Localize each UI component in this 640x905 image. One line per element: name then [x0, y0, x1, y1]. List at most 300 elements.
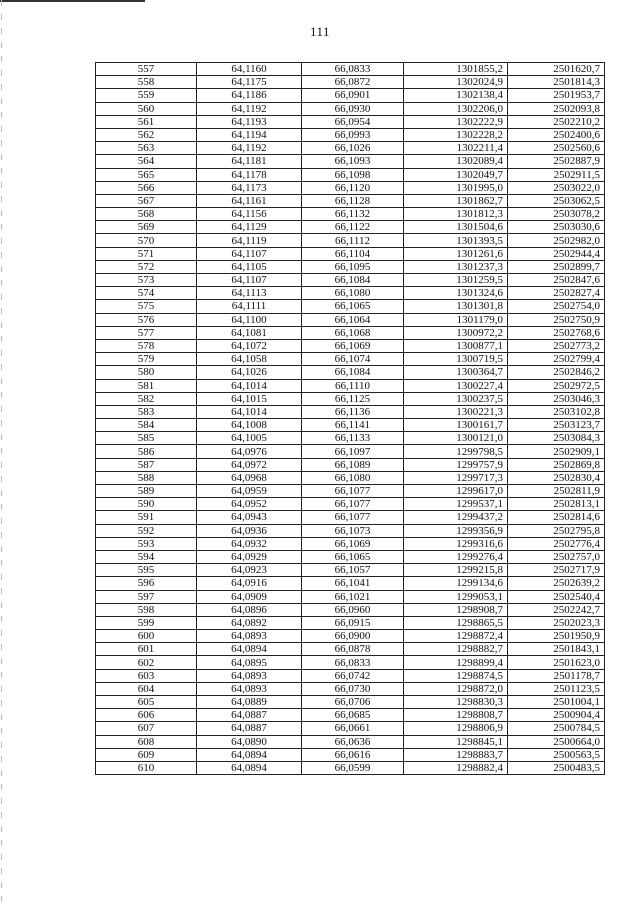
latitude-cell: 64,1111	[197, 300, 302, 313]
coordinates-table-body	[96, 63, 605, 775]
table-row	[96, 221, 605, 234]
y-coordinate-cell: 2502944,4	[508, 247, 605, 260]
longitude-cell: 66,1104	[302, 247, 404, 260]
latitude-cell: 64,1026	[197, 366, 302, 379]
y-coordinate-cell: 2502909,1	[508, 445, 605, 458]
x-coordinate-cell: 1300972,2	[404, 326, 508, 339]
x-coordinate-cell: 1299757,9	[404, 458, 508, 471]
point-number-cell: 558	[96, 76, 197, 89]
table-row	[96, 128, 605, 141]
x-coordinate-cell: 1301812,3	[404, 208, 508, 221]
longitude-cell: 66,0833	[302, 656, 404, 669]
y-coordinate-cell: 2503102,8	[508, 405, 605, 418]
table-row	[96, 260, 605, 273]
point-number-cell: 571	[96, 247, 197, 260]
latitude-cell: 64,0895	[197, 656, 302, 669]
table-row	[96, 445, 605, 458]
table-row	[96, 564, 605, 577]
table-row	[96, 432, 605, 445]
table-row	[96, 603, 605, 616]
y-coordinate-cell: 2502400,6	[508, 128, 605, 141]
x-coordinate-cell: 1300161,7	[404, 419, 508, 432]
x-coordinate-cell: 1298883,7	[404, 748, 508, 761]
point-number-cell: 602	[96, 656, 197, 669]
table-row	[96, 405, 605, 418]
y-coordinate-cell: 2500664,0	[508, 735, 605, 748]
point-number-cell: 584	[96, 419, 197, 432]
point-number-cell: 567	[96, 194, 197, 207]
latitude-cell: 64,1107	[197, 274, 302, 287]
table-row	[96, 458, 605, 471]
latitude-cell: 64,1192	[197, 142, 302, 155]
point-number-cell: 569	[96, 221, 197, 234]
y-coordinate-cell: 2502814,6	[508, 511, 605, 524]
latitude-cell: 64,1178	[197, 168, 302, 181]
longitude-cell: 66,1133	[302, 432, 404, 445]
table-row	[96, 735, 605, 748]
table-row	[96, 366, 605, 379]
x-coordinate-cell: 1298874,5	[404, 669, 508, 682]
point-number-cell: 608	[96, 735, 197, 748]
x-coordinate-cell: 1298808,7	[404, 709, 508, 722]
latitude-cell: 64,0890	[197, 735, 302, 748]
y-coordinate-cell: 2501623,0	[508, 656, 605, 669]
latitude-cell: 64,0976	[197, 445, 302, 458]
longitude-cell: 66,1069	[302, 537, 404, 550]
table-row	[96, 656, 605, 669]
x-coordinate-cell: 1299316,6	[404, 537, 508, 550]
x-coordinate-cell: 1302222,9	[404, 115, 508, 128]
table-row	[96, 142, 605, 155]
x-coordinate-cell: 1298865,5	[404, 616, 508, 629]
y-coordinate-cell: 2501123,5	[508, 682, 605, 695]
latitude-cell: 64,0892	[197, 616, 302, 629]
x-coordinate-cell: 1301259,5	[404, 274, 508, 287]
y-coordinate-cell: 2502827,4	[508, 287, 605, 300]
y-coordinate-cell: 2502830,4	[508, 471, 605, 484]
point-number-cell: 559	[96, 89, 197, 102]
y-coordinate-cell: 2502560,6	[508, 142, 605, 155]
x-coordinate-cell: 1301237,3	[404, 260, 508, 273]
table-row	[96, 616, 605, 629]
y-coordinate-cell: 2503046,3	[508, 392, 605, 405]
point-number-cell: 604	[96, 682, 197, 695]
y-coordinate-cell: 2501620,7	[508, 63, 605, 76]
table-row	[96, 748, 605, 761]
longitude-cell: 66,1125	[302, 392, 404, 405]
latitude-cell: 64,1193	[197, 115, 302, 128]
x-coordinate-cell: 1301862,7	[404, 194, 508, 207]
longitude-cell: 66,1095	[302, 260, 404, 273]
latitude-cell: 64,1129	[197, 221, 302, 234]
latitude-cell: 64,1192	[197, 102, 302, 115]
longitude-cell: 66,0730	[302, 682, 404, 695]
coordinates-table	[95, 62, 605, 775]
page-number: 111	[309, 24, 331, 39]
longitude-cell: 66,1080	[302, 287, 404, 300]
table-row	[96, 537, 605, 550]
longitude-cell: 66,1128	[302, 194, 404, 207]
longitude-cell: 66,1077	[302, 485, 404, 498]
point-number-cell: 579	[96, 353, 197, 366]
y-coordinate-cell: 2501950,9	[508, 630, 605, 643]
table-row	[96, 63, 605, 76]
point-number-cell: 580	[96, 366, 197, 379]
longitude-cell: 66,1073	[302, 524, 404, 537]
table-row	[96, 339, 605, 352]
latitude-cell: 64,1181	[197, 155, 302, 168]
point-number-cell: 599	[96, 616, 197, 629]
table-row	[96, 313, 605, 326]
point-number-cell: 566	[96, 181, 197, 194]
point-number-cell: 588	[96, 471, 197, 484]
point-number-cell: 577	[96, 326, 197, 339]
x-coordinate-cell: 1298806,9	[404, 722, 508, 735]
x-coordinate-cell: 1299537,1	[404, 498, 508, 511]
point-number-cell: 587	[96, 458, 197, 471]
x-coordinate-cell: 1301301,8	[404, 300, 508, 313]
longitude-cell: 66,1068	[302, 326, 404, 339]
x-coordinate-cell: 1302024,9	[404, 76, 508, 89]
x-coordinate-cell: 1298908,7	[404, 603, 508, 616]
table-row	[96, 234, 605, 247]
latitude-cell: 64,1072	[197, 339, 302, 352]
point-number-cell: 594	[96, 550, 197, 563]
y-coordinate-cell: 2502717,9	[508, 564, 605, 577]
table-row	[96, 89, 605, 102]
latitude-cell: 64,1161	[197, 194, 302, 207]
point-number-cell: 603	[96, 669, 197, 682]
table-row	[96, 577, 605, 590]
longitude-cell: 66,1065	[302, 550, 404, 563]
latitude-cell: 64,1105	[197, 260, 302, 273]
table-row	[96, 524, 605, 537]
longitude-cell: 66,0599	[302, 761, 404, 774]
x-coordinate-cell: 1300221,3	[404, 405, 508, 418]
table-row	[96, 419, 605, 432]
y-coordinate-cell: 2501953,7	[508, 89, 605, 102]
x-coordinate-cell: 1299356,9	[404, 524, 508, 537]
y-coordinate-cell: 2502768,6	[508, 326, 605, 339]
longitude-cell: 66,1057	[302, 564, 404, 577]
x-coordinate-cell: 1302089,4	[404, 155, 508, 168]
table-row	[96, 300, 605, 313]
longitude-cell: 66,1112	[302, 234, 404, 247]
header-rule	[0, 0, 145, 2]
y-coordinate-cell: 2502811,9	[508, 485, 605, 498]
table-row	[96, 102, 605, 115]
y-coordinate-cell: 2503022,0	[508, 181, 605, 194]
table-row	[96, 696, 605, 709]
longitude-cell: 66,1098	[302, 168, 404, 181]
longitude-cell: 66,1110	[302, 379, 404, 392]
y-coordinate-cell: 2502813,1	[508, 498, 605, 511]
x-coordinate-cell: 1299798,5	[404, 445, 508, 458]
latitude-cell: 64,1119	[197, 234, 302, 247]
y-coordinate-cell: 2502846,2	[508, 366, 605, 379]
longitude-cell: 66,1084	[302, 274, 404, 287]
longitude-cell: 66,0616	[302, 748, 404, 761]
point-number-cell: 600	[96, 630, 197, 643]
table-row	[96, 761, 605, 774]
longitude-cell: 66,0685	[302, 709, 404, 722]
x-coordinate-cell: 1299053,1	[404, 590, 508, 603]
longitude-cell: 66,1089	[302, 458, 404, 471]
point-number-cell: 576	[96, 313, 197, 326]
latitude-cell: 64,0894	[197, 748, 302, 761]
point-number-cell: 585	[96, 432, 197, 445]
longitude-cell: 66,0900	[302, 630, 404, 643]
point-number-cell: 573	[96, 274, 197, 287]
x-coordinate-cell: 1299437,2	[404, 511, 508, 524]
latitude-cell: 64,0968	[197, 471, 302, 484]
point-number-cell: 591	[96, 511, 197, 524]
latitude-cell: 64,1186	[197, 89, 302, 102]
latitude-cell: 64,1015	[197, 392, 302, 405]
longitude-cell: 66,1077	[302, 498, 404, 511]
y-coordinate-cell: 2501843,1	[508, 643, 605, 656]
latitude-cell: 64,1014	[197, 379, 302, 392]
longitude-cell: 66,1077	[302, 511, 404, 524]
longitude-cell: 66,1065	[302, 300, 404, 313]
table-row	[96, 181, 605, 194]
x-coordinate-cell: 1301995,0	[404, 181, 508, 194]
x-coordinate-cell: 1299134,6	[404, 577, 508, 590]
y-coordinate-cell: 2502093,8	[508, 102, 605, 115]
longitude-cell: 66,0901	[302, 89, 404, 102]
scan-edge	[1, 0, 2, 905]
point-number-cell: 564	[96, 155, 197, 168]
y-coordinate-cell: 2503062,5	[508, 194, 605, 207]
table-row	[96, 511, 605, 524]
latitude-cell: 64,0896	[197, 603, 302, 616]
latitude-cell: 64,0936	[197, 524, 302, 537]
x-coordinate-cell: 1301855,2	[404, 63, 508, 76]
point-number-cell: 557	[96, 63, 197, 76]
table-row	[96, 208, 605, 221]
x-coordinate-cell: 1298882,4	[404, 761, 508, 774]
latitude-cell: 64,0894	[197, 643, 302, 656]
x-coordinate-cell: 1301179,0	[404, 313, 508, 326]
point-number-cell: 589	[96, 485, 197, 498]
x-coordinate-cell: 1299276,4	[404, 550, 508, 563]
latitude-cell: 64,1005	[197, 432, 302, 445]
point-number-cell: 562	[96, 128, 197, 141]
y-coordinate-cell: 2502210,2	[508, 115, 605, 128]
point-number-cell: 598	[96, 603, 197, 616]
y-coordinate-cell: 2503123,7	[508, 419, 605, 432]
y-coordinate-cell: 2502639,2	[508, 577, 605, 590]
longitude-cell: 66,0636	[302, 735, 404, 748]
latitude-cell: 64,0893	[197, 630, 302, 643]
x-coordinate-cell: 1298882,7	[404, 643, 508, 656]
x-coordinate-cell: 1299617,0	[404, 485, 508, 498]
point-number-cell: 590	[96, 498, 197, 511]
y-coordinate-cell: 2502757,0	[508, 550, 605, 563]
point-number-cell: 581	[96, 379, 197, 392]
y-coordinate-cell: 2502540,4	[508, 590, 605, 603]
y-coordinate-cell: 2503078,2	[508, 208, 605, 221]
point-number-cell: 565	[96, 168, 197, 181]
longitude-cell: 66,0915	[302, 616, 404, 629]
longitude-cell: 66,0872	[302, 76, 404, 89]
table-row	[96, 194, 605, 207]
latitude-cell: 64,1113	[197, 287, 302, 300]
longitude-cell: 66,1069	[302, 339, 404, 352]
y-coordinate-cell: 2500784,5	[508, 722, 605, 735]
x-coordinate-cell: 1301393,5	[404, 234, 508, 247]
longitude-cell: 66,0960	[302, 603, 404, 616]
latitude-cell: 64,0887	[197, 722, 302, 735]
table-row	[96, 630, 605, 643]
latitude-cell: 64,1194	[197, 128, 302, 141]
point-number-cell: 596	[96, 577, 197, 590]
point-number-cell: 570	[96, 234, 197, 247]
latitude-cell: 64,0894	[197, 761, 302, 774]
y-coordinate-cell: 2502773,2	[508, 339, 605, 352]
point-number-cell: 578	[96, 339, 197, 352]
x-coordinate-cell: 1301261,6	[404, 247, 508, 260]
latitude-cell: 64,1008	[197, 419, 302, 432]
latitude-cell: 64,0923	[197, 564, 302, 577]
x-coordinate-cell: 1302211,4	[404, 142, 508, 155]
y-coordinate-cell: 2503084,3	[508, 432, 605, 445]
longitude-cell: 66,0930	[302, 102, 404, 115]
y-coordinate-cell: 2502972,5	[508, 379, 605, 392]
y-coordinate-cell: 2502899,7	[508, 260, 605, 273]
table-row	[96, 669, 605, 682]
point-number-cell: 568	[96, 208, 197, 221]
latitude-cell: 64,0893	[197, 669, 302, 682]
y-coordinate-cell: 2502776,4	[508, 537, 605, 550]
table-row	[96, 379, 605, 392]
table-row	[96, 722, 605, 735]
y-coordinate-cell: 2500563,5	[508, 748, 605, 761]
point-number-cell: 606	[96, 709, 197, 722]
table-row	[96, 326, 605, 339]
longitude-cell: 66,1084	[302, 366, 404, 379]
y-coordinate-cell: 2502242,7	[508, 603, 605, 616]
longitude-cell: 66,1120	[302, 181, 404, 194]
x-coordinate-cell: 1298830,3	[404, 696, 508, 709]
longitude-cell: 66,0993	[302, 128, 404, 141]
point-number-cell: 560	[96, 102, 197, 115]
table-row	[96, 709, 605, 722]
point-number-cell: 609	[96, 748, 197, 761]
latitude-cell: 64,1160	[197, 63, 302, 76]
point-number-cell: 583	[96, 405, 197, 418]
table-row	[96, 76, 605, 89]
longitude-cell: 66,0833	[302, 63, 404, 76]
table-row	[96, 471, 605, 484]
x-coordinate-cell: 1302138,4	[404, 89, 508, 102]
latitude-cell: 64,0959	[197, 485, 302, 498]
table-row	[96, 643, 605, 656]
longitude-cell: 66,0742	[302, 669, 404, 682]
x-coordinate-cell: 1298899,4	[404, 656, 508, 669]
longitude-cell: 66,1136	[302, 405, 404, 418]
latitude-cell: 64,0887	[197, 709, 302, 722]
x-coordinate-cell: 1298872,4	[404, 630, 508, 643]
longitude-cell: 66,0706	[302, 696, 404, 709]
y-coordinate-cell: 2501178,7	[508, 669, 605, 682]
longitude-cell: 66,1141	[302, 419, 404, 432]
longitude-cell: 66,1074	[302, 353, 404, 366]
latitude-cell: 64,0943	[197, 511, 302, 524]
y-coordinate-cell: 2502982,0	[508, 234, 605, 247]
point-number-cell: 582	[96, 392, 197, 405]
y-coordinate-cell: 2500904,4	[508, 709, 605, 722]
point-number-cell: 563	[96, 142, 197, 155]
x-coordinate-cell: 1302049,7	[404, 168, 508, 181]
y-coordinate-cell: 2502847,6	[508, 274, 605, 287]
y-coordinate-cell: 2502754,0	[508, 300, 605, 313]
y-coordinate-cell: 2501814,3	[508, 76, 605, 89]
y-coordinate-cell: 2502750,9	[508, 313, 605, 326]
table-row	[96, 590, 605, 603]
table-row	[96, 247, 605, 260]
table-row	[96, 485, 605, 498]
longitude-cell: 66,1041	[302, 577, 404, 590]
point-number-cell: 597	[96, 590, 197, 603]
latitude-cell: 64,0916	[197, 577, 302, 590]
latitude-cell: 64,1173	[197, 181, 302, 194]
table-row	[96, 498, 605, 511]
latitude-cell: 64,0972	[197, 458, 302, 471]
y-coordinate-cell: 2502795,8	[508, 524, 605, 537]
x-coordinate-cell: 1300877,1	[404, 339, 508, 352]
point-number-cell: 572	[96, 260, 197, 273]
longitude-cell: 66,1064	[302, 313, 404, 326]
x-coordinate-cell: 1302228,2	[404, 128, 508, 141]
y-coordinate-cell: 2501004,1	[508, 696, 605, 709]
longitude-cell: 66,1097	[302, 445, 404, 458]
y-coordinate-cell: 2502023,3	[508, 616, 605, 629]
point-number-cell: 607	[96, 722, 197, 735]
point-number-cell: 574	[96, 287, 197, 300]
x-coordinate-cell: 1298845,1	[404, 735, 508, 748]
latitude-cell: 64,0889	[197, 696, 302, 709]
x-coordinate-cell: 1300227,4	[404, 379, 508, 392]
table-row	[96, 168, 605, 181]
longitude-cell: 66,1026	[302, 142, 404, 155]
latitude-cell: 64,1107	[197, 247, 302, 260]
latitude-cell: 64,1058	[197, 353, 302, 366]
y-coordinate-cell: 2502869,8	[508, 458, 605, 471]
latitude-cell: 64,0909	[197, 590, 302, 603]
y-coordinate-cell: 2503030,6	[508, 221, 605, 234]
table-row	[96, 274, 605, 287]
point-number-cell: 595	[96, 564, 197, 577]
longitude-cell: 66,1021	[302, 590, 404, 603]
x-coordinate-cell: 1300364,7	[404, 366, 508, 379]
x-coordinate-cell: 1301324,6	[404, 287, 508, 300]
point-number-cell: 605	[96, 696, 197, 709]
y-coordinate-cell: 2500483,5	[508, 761, 605, 774]
point-number-cell: 601	[96, 643, 197, 656]
latitude-cell: 64,1014	[197, 405, 302, 418]
table-row	[96, 115, 605, 128]
point-number-cell: 575	[96, 300, 197, 313]
longitude-cell: 66,0954	[302, 115, 404, 128]
x-coordinate-cell: 1301504,6	[404, 221, 508, 234]
point-number-cell: 592	[96, 524, 197, 537]
table-row	[96, 392, 605, 405]
latitude-cell: 64,1156	[197, 208, 302, 221]
table-row	[96, 353, 605, 366]
latitude-cell: 64,0932	[197, 537, 302, 550]
latitude-cell: 64,1175	[197, 76, 302, 89]
